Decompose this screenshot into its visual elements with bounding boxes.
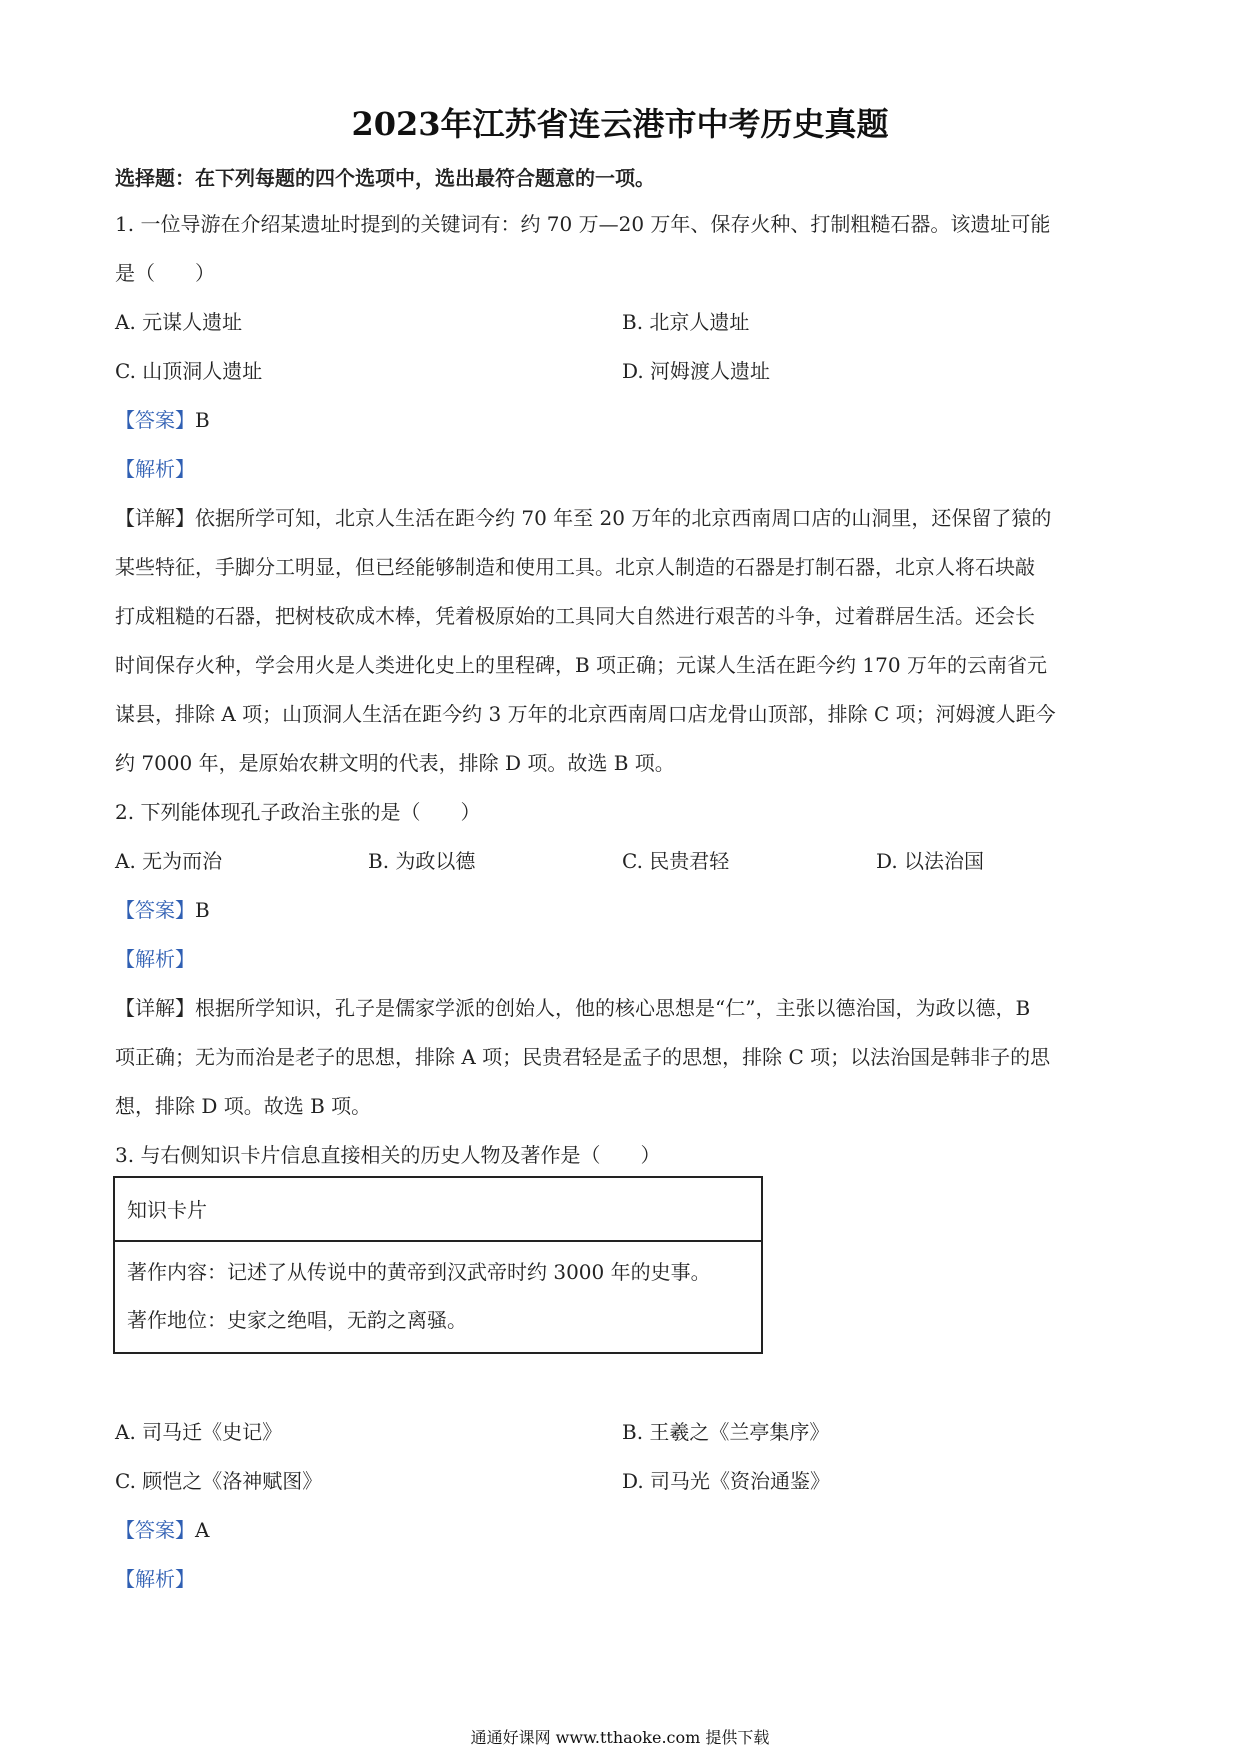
- knowledge-card-line1: 著作内容：记述了从传说中的黄帝到汉武帝时约 3000 年的史事。: [127, 1260, 711, 1284]
- detail-tag: 【详解】: [115, 506, 195, 530]
- answer-tag: 【答案】: [115, 1518, 195, 1542]
- q1-option-b: B. 北京人遗址: [622, 310, 750, 334]
- q1-detail-line3: 打成粗糙的石器，把树枝砍成木棒，凭着极原始的工具同大自然进行艰苦的斗争，过着群居生活。还会长: [115, 604, 1035, 628]
- knowledge-card-title: 知识卡片: [115, 1178, 761, 1242]
- q2-answer-value: B: [195, 898, 210, 922]
- q2-option-a: A. 无为而治: [115, 849, 223, 873]
- q3-analysis-label: 【解析】: [115, 1567, 195, 1591]
- q1-detail-line5: 谋县，排除 A 项；山顶洞人生活在距今约 3 万年的北京西南周口店龙骨山顶部，排除 C 项；河姆渡人距今: [115, 702, 1056, 726]
- q3-option-b: B. 王羲之《兰亭集序》: [622, 1420, 830, 1444]
- q2-answer: [115, 896, 210, 924]
- q1-detail-line6: 约 7000 年，是原始农耕文明的代表，排除 D 项。故选 B 项。: [115, 751, 675, 775]
- q2-option-d: D. 以法治国: [876, 849, 985, 873]
- q1-detail-line1: 【详解】依据所学可知，北京人生活在距今约 70 年至 20 万年的北京西南周口店的山洞里，还保留了猿的: [115, 506, 1052, 530]
- q3-option-d: D. 司马光《资治通鉴》: [622, 1469, 831, 1493]
- q1-stem-line2: 是（ ）: [115, 261, 215, 285]
- knowledge-card-body: [115, 1242, 761, 1354]
- answer-tag: 【答案】: [115, 898, 195, 922]
- q2-detail-line3: 想，排除 D 项。故选 B 项。: [115, 1094, 372, 1118]
- detail-tag: 【详解】: [115, 996, 195, 1020]
- q3-option-a: A. 司马迁《史记》: [115, 1420, 283, 1444]
- q1-option-c: C. 山顶洞人遗址: [115, 359, 263, 383]
- q2-option-b: B. 为政以德: [368, 849, 476, 873]
- q2-stem: 2. 下列能体现孔子政治主张的是（ ）: [115, 800, 481, 824]
- knowledge-card-line2: 著作地位：史家之绝唱，无韵之离骚。: [127, 1308, 467, 1332]
- q2-option-c: C. 民贵君轻: [622, 849, 730, 873]
- q1-analysis-label: 【解析】: [115, 457, 195, 481]
- page-footer: 通通好课网 www.tthaoke.com 提供下载: [470, 1728, 770, 1747]
- q3-stem: 3. 与右侧知识卡片信息直接相关的历史人物及著作是（ ）: [115, 1143, 661, 1167]
- page-title: 2023年江苏省连云港市中考历史真题: [351, 105, 889, 143]
- answer-tag: 【答案】: [115, 408, 195, 432]
- q3-answer: [115, 1516, 209, 1544]
- q1-detail-line4: 时间保存火种，学会用火是人类进化史上的里程碑，B 项正确；元谋人生活在距今约 170 万年的云南省元: [115, 653, 1047, 677]
- q1-stem-line1: 1. 一位导游在介绍某遗址时提到的关键词有：约 70 万—20 万年、保存火种、打制粗糙石器。该遗址可能: [115, 212, 1051, 236]
- q1-answer: [115, 406, 210, 434]
- q2-detail-line2: 项正确；无为而治是老子的思想，排除 A 项；民贵君轻是孟子的思想，排除 C 项；以法治国是韩非子的思: [115, 1045, 1051, 1069]
- q2-detail-line1: 【详解】根据所学知识，孔子是儒家学派的创始人，他的核心思想是“仁”，主张以德治国，为政以德，B: [115, 996, 1031, 1020]
- q1-answer-value: B: [195, 408, 210, 432]
- q3-option-c: C. 顾恺之《洛神赋图》: [115, 1469, 323, 1493]
- section-instruction: 选择题：在下列每题的四个选项中，选出最符合题意的一项。: [115, 166, 655, 190]
- q2-analysis-label: 【解析】: [115, 947, 195, 971]
- q1-detail-line2: 某些特征，手脚分工明显，但已经能够制造和使用工具。北京人制造的石器是打制石器，北京人将石块敲: [115, 555, 1035, 579]
- q3-answer-value: A: [195, 1518, 210, 1542]
- q1-option-d: D. 河姆渡人遗址: [622, 359, 771, 383]
- knowledge-card: [113, 1176, 763, 1354]
- q1-option-a: A. 元谋人遗址: [115, 310, 243, 334]
